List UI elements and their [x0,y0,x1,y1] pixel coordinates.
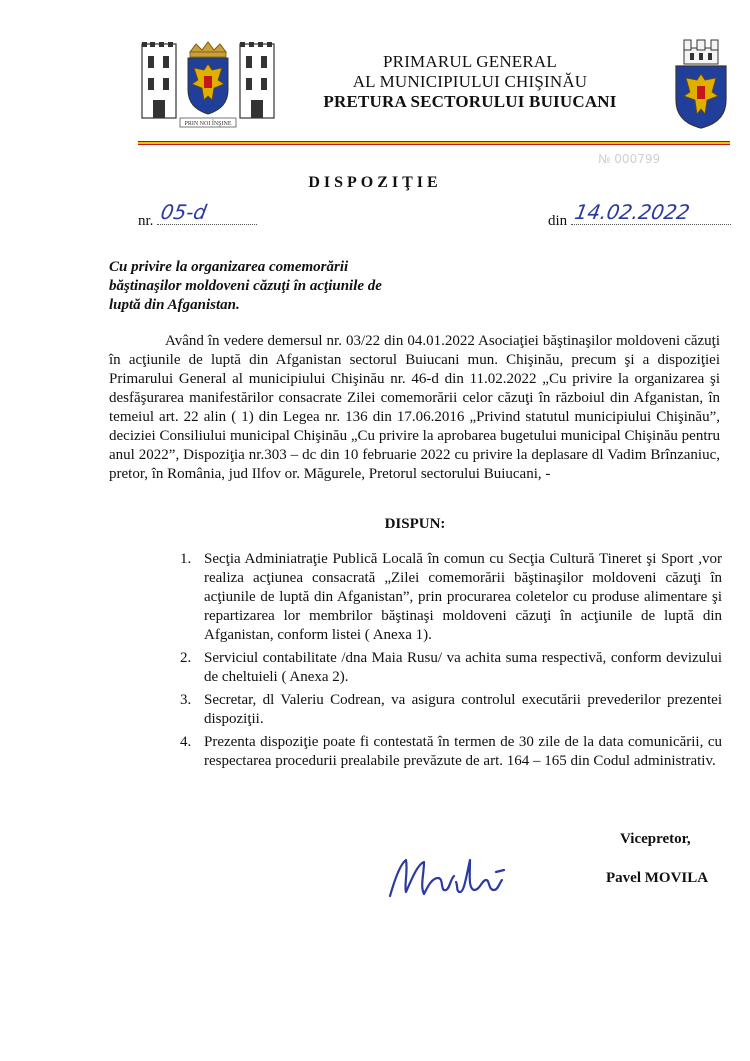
handwritten-date: 14.02.2022 [572,200,692,224]
subject-line: Cu privire la organizarea comemorării băştinaşilor moldoveni căzuţi în acţiunile de luptă din Afganistan. [109,259,382,313]
signatory-role: Vicepretor, [620,831,691,847]
dispun-heading: DISPUN: [384,516,446,532]
handwritten-number: 05-d [159,200,209,224]
header-line-3: PRETURA SECTORULUI BUIUCANI [323,92,617,111]
number-field [157,200,257,225]
list-item: 1. Secţia Adminiatraţie Publică Locală în comun cu Secţia Cultură Tineret şi Sport ,vor realiza acţiunea consacrată „Zilei comemorării băştinaşilor moldoveni căzuţi în acţiunile de luptă din Afganistan”, prin procurarea coletelor cu produse alimentare şi repartizarea lor membrilor băştinaşi moldoveni căzuţi în acţiunile de luptă din Afganistan, conform listei ( Anexa 1). [180,551,722,643]
institution-header [300,52,640,112]
list-item: 2. Serviciul contabilitate /dna Maia Rusu/ va achita suma respectivă, conform devizului de cheltuieli ( Anexa 2). [180,650,722,685]
dispositions-list [180,550,722,775]
document-number [138,200,257,230]
handwritten-signature-icon [384,852,524,904]
preamble-paragraph: Având în vedere demersul nr. 03/22 din 04.01.2022 Asociaţiei băştinaşilor moldoveni căzuţi în acţiunile de luptă din Afganistan sectorul Buiucani mun. Chişinău, precum şi a dispoziţiei Primarului General al municipiului Chişinău nr. 46-d din 11.02.2022 „Cu privire la organizarea şi desfăşurarea manifestărilor consacrate Zilei comemorării celor căzuţi în războiul din Afganistan, în temeiul art. 22 alin ( 1) din Legea nr. 136 din 17.06.2016 „Privind statutul municipiului Chişinău”, deciziei Consiliului municipal Chişinău „Cu privire la aprobarea bugetului municipal Chişinău pentru anul 2022”, Dispoziţia nr.303 – dc din 10 februarie 2022 cu privire la deplasare dl Vadim Brînzaniuc, pretor, în România, jud Ilfov or. Măgurele, Pretorul sectorului Buiucani, - [109,333,720,482]
bleed-through-number: № 000799 [598,152,661,166]
date-field [571,200,731,225]
city-coat-of-arms-icon [138,40,278,130]
signatory-name: Pavel MOVILA [606,870,709,886]
header-line-2: AL MUNICIPIULUI CHIŞINĂU [352,72,588,91]
tricolor-stripe [138,141,730,146]
document-date [548,200,731,230]
number-label: nr. [138,213,154,229]
header-line-1: PRIMARUL GENERAL [383,52,557,71]
crowned-shield-icon [672,38,730,130]
document-title: DISPOZIŢIE [308,174,442,191]
stripe-red [138,144,730,145]
list-item: 3. Secretar, dl Valeriu Codrean, va asigura controlul executării prevederilor prezentei dispoziţii. [180,692,722,727]
motto-text: PRIN NOI ÎNŞINE [184,121,232,127]
list-item: 4. Prezenta dispoziţie poate fi contestată în termen de 30 zile de la data comunicării, cu respectarea procedurii prealabile prevăzute de art. 164 – 165 din Codul administrativ. [180,734,722,769]
date-label: din [548,213,568,229]
